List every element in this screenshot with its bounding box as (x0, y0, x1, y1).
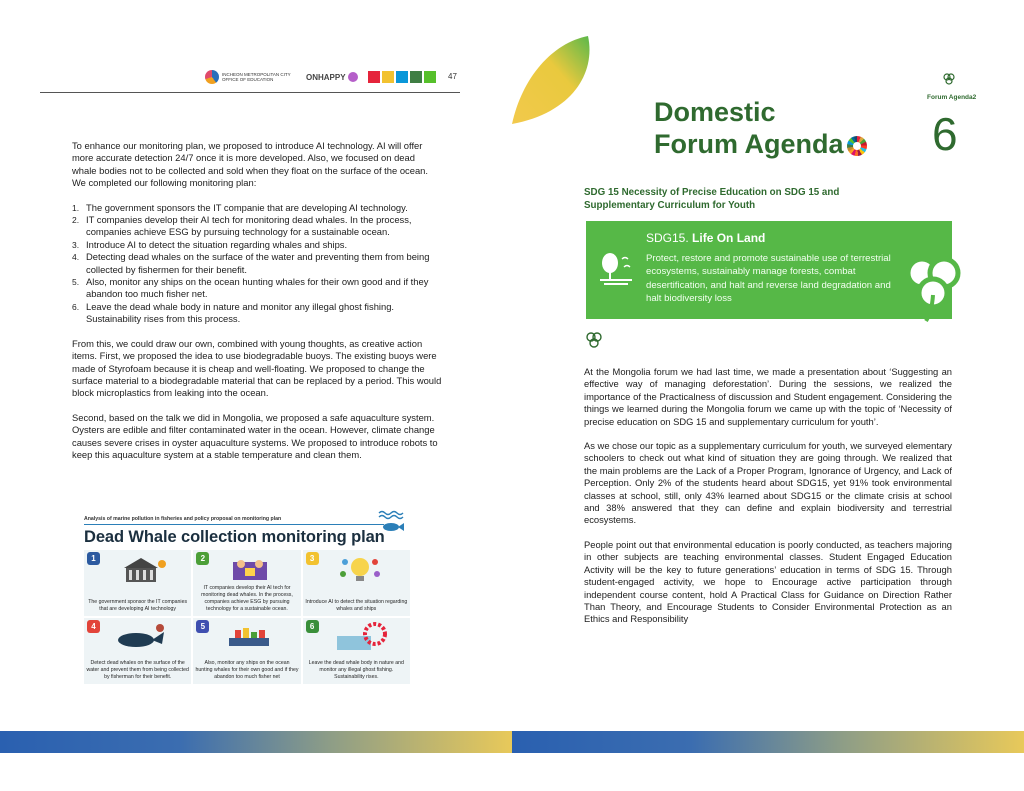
title-line-2: Forum Agenda (654, 129, 844, 159)
list-item (72, 251, 442, 276)
card-text: The government sponsor the IT companies that are developing AI technology (88, 599, 188, 612)
sdg-goal-icon (396, 71, 408, 83)
yellow-green-leaf-decoration (512, 28, 602, 128)
header-divider (40, 92, 460, 93)
list-item-text: Also, monitor any ships on the ocean hunting whales for their own good and if they abandon too much fisher net. (86, 276, 429, 300)
monitoring-plan-list (72, 202, 442, 326)
sdg15-label-bold: Life On Land (692, 231, 766, 245)
list-item-text: Leave the dead whale body in nature and monitor any illegal ghost fishing. Sustainability rises from this process. (86, 300, 395, 325)
card-number-badge: 6 (306, 620, 319, 633)
agenda-number: 6 (932, 108, 958, 160)
plan-card (303, 550, 410, 616)
plan-card (193, 618, 300, 684)
list-item (72, 214, 442, 239)
paragraph: People point out that environmental education is poorly conducted, as teachers majoring in other subjects are teaching environmental classes. Student Engaged Education Activity will be the key to future generations’ education in terms of SDG 15. Through student-engaged activity, we hope to Encourage active participation through independent course content, hold A Practical Class for Guidance on Direction Rather Than Theory, and Encourage Students to Consider Environmental Protection as an Ethics and Responsibility (584, 538, 952, 625)
list-item-text: The government sponsors the IT companie that are developing AI technology. (86, 201, 408, 213)
card-text: Introduce AI to detect the situation regarding whales and ships (305, 599, 408, 612)
card-text: Also, monitor any ships on the ocean hunting whales for their own good and if they abandon too much fisher net (195, 660, 299, 680)
list-item (72, 202, 442, 214)
page-title (654, 96, 867, 160)
sdg-goal-icon (424, 71, 436, 83)
left-footer-bar (0, 731, 512, 753)
wave-icon (378, 510, 404, 520)
card-number-badge: 5 (196, 620, 209, 633)
large-clover-icon (892, 245, 972, 325)
list-item-number: 2. (72, 215, 80, 226)
page-number: 47 (448, 72, 457, 81)
right-page (512, 0, 1024, 791)
education-office-logo (205, 70, 302, 84)
plan-card (193, 550, 300, 616)
sdg-goal-icon (368, 71, 380, 83)
forum-agenda-label: Forum Agenda2 (927, 94, 977, 101)
it-company-team-icon (223, 554, 277, 584)
government-building-icon (114, 554, 168, 584)
plan-card (84, 550, 191, 616)
onhappy-logo-text: ONHAPPY (306, 72, 346, 82)
list-item-text: Detecting dead whales on the surface of the water and preventing them from being collected by fishermen for their benefit. (86, 251, 430, 275)
header-logos (205, 66, 475, 88)
list-item-number: 1. (72, 202, 80, 213)
ship-icon (223, 622, 277, 652)
dead-whale-infographic (84, 510, 422, 686)
sdg-goal-icon (410, 71, 422, 83)
card-text: IT companies develop their AI tech for monitoring dead whales. In the process, companies achieve ESG by pursuing technology for a sustainable ocean. (201, 585, 293, 612)
sdg15-heading (646, 231, 765, 245)
sdg15-label-prefix: SDG15. (646, 231, 689, 245)
list-item-number: 6. (72, 301, 80, 312)
card-text: Leave the dead whale body in nature and monitor any illegal ghost fishing. Sustainability rises. (308, 660, 404, 680)
infographic-divider (84, 524, 384, 525)
sdg-subtitle: SDG 15 Necessity of Precise Education on SDG 15 and Supplementary Curriculum for Youth (584, 187, 840, 211)
list-item-number: 3. (72, 239, 80, 250)
paragraph: As we chose our topic as a supplementary curriculum for youth, we surveyed elementary schoolers to check out what kind of situation they are going through. We realized that the main problems are the Lack of a Proper Program, Ignorance of Urgency, and Lack of Perception. Only 2% of the students heard about SDG15, yet 91% took environmental classes at school, still, only 43% learned about SDG15 or the climate crisis at school and 38% answered that they can define and explain biodiversity and terrestrial ecosystems. (584, 440, 952, 526)
list-item-text: Introduce AI to detect the situation regarding whales and ships. (86, 238, 348, 250)
right-body-text (584, 366, 952, 638)
aquaculture-paragraph: Second, based on the talk we did in Mongolia, we proposed a safe aquaculture system. Oysters are edible and filter contaminated water in the ocean. However, climate change causes severe crises in oyster aquaculture systems. We proposed to introduce robots to keep this aquaculture system at a stable temperature and clean them. (72, 411, 438, 460)
infographic-cards (84, 550, 410, 684)
sdg15-description: Protect, restore and promote sustainable use of terrestrial ecosystems, sustainably manage forests, combat desertification, and halt and reverse land degradation and halt biodiversity loss (646, 253, 891, 305)
list-item-text: IT companies develop their AI tech for monitoring dead whales. In the process, companies achieve ESG by pursuing technology for a sustainable ocean. (86, 214, 412, 238)
tree-land-icon (596, 249, 636, 289)
plan-card (84, 618, 191, 684)
education-office-logo-text: INCHEON METROPOLITAN CITY OFFICE OF EDUCATION (222, 72, 291, 82)
card-text: Detect dead whales on the surface of the water and prevent them from being collected by fisherman for their benefit. (86, 660, 189, 680)
list-item (72, 301, 442, 326)
onhappy-icon (348, 72, 358, 82)
sdg-goal-icon (382, 71, 394, 83)
infographic-subtitle: Analysis of marine pollution in fisheries and policy proposal on monitoring plan (84, 516, 282, 522)
title-line-1: Domestic (654, 97, 776, 127)
paragraph: At the Mongolia forum we had last time, we made a presentation about ‘Suggesting an effective way of managing deforestation’. During the sessions, we realized the importance of the Practicalness of discussion and Student engagement. Considering the things we learned during the Mongolia forum we came up with the topic of ‘Necessity of precise education on SDG 15 and supplementary curriculum for youth’. (584, 366, 952, 427)
list-item-number: 4. (72, 252, 80, 263)
clover-icon (584, 330, 604, 350)
whale-icon (114, 622, 168, 652)
sdg-wheel-icon (847, 136, 867, 156)
list-item (72, 276, 442, 301)
card-number-badge: 2 (196, 552, 209, 565)
fish-icon (382, 522, 404, 532)
card-number-badge: 4 (87, 620, 100, 633)
plan-card (303, 618, 410, 684)
ai-lightbulb-icon (333, 554, 387, 584)
sdg-icons-strip (368, 71, 436, 83)
list-item-number: 5. (72, 277, 80, 288)
buoys-paragraph: From this, we could draw our own, combined with young thoughts, as creative action items. First, we proposed the idea to use biodegradable buoys. The existing buoys were made of Styrofoam because it is cheap and well-floating. We proposed to change the surface material to a biodegradable material that can be replaced by a period. This would block microplastics from leaking into the ocean. (72, 337, 442, 399)
card-number-badge: 3 (306, 552, 319, 565)
list-item (72, 239, 442, 251)
card-number-badge: 1 (87, 552, 100, 565)
left-body-text (72, 140, 442, 473)
clover-icon (942, 72, 956, 86)
education-office-icon (205, 70, 219, 84)
right-footer-bar (512, 731, 1024, 753)
sdg-wheel-ocean-icon (333, 622, 387, 652)
infographic-title: Dead Whale collection monitoring plan (84, 528, 385, 546)
onhappy-logo (306, 72, 358, 82)
intro-paragraph: To enhance our monitoring plan, we proposed to introduce AI technology. AI will offer more accurate detection 24/7 once it is more developed. Also, we focused on dead whale bodies not to be collected and sold when they float on the surface of the ocean. We completed our following monitoring plan: (72, 140, 428, 189)
